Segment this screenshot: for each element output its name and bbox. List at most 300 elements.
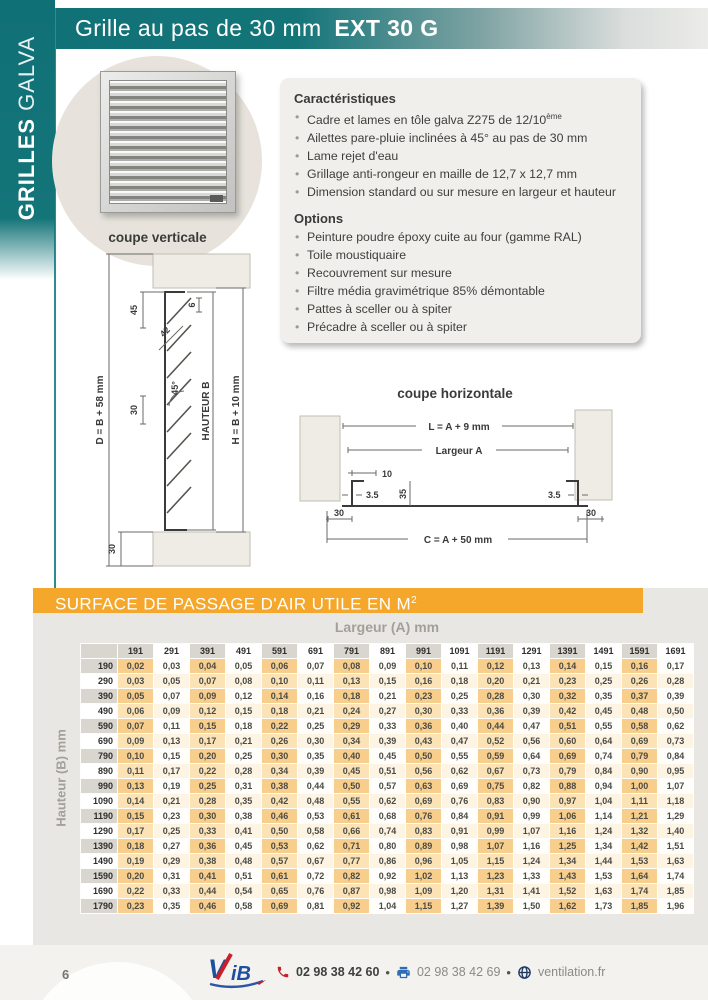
value-cell: 0,35 [586, 689, 621, 703]
value-cell: 0,11 [154, 719, 189, 733]
value-cell: 1,85 [658, 884, 693, 898]
footer [0, 945, 708, 1000]
value-cell: 0,44 [298, 779, 333, 793]
row-header: 1790 [81, 899, 117, 913]
value-cell: 0,21 [298, 704, 333, 718]
col-header: 591 [262, 644, 297, 658]
value-cell: 1,18 [658, 794, 693, 808]
col-header: 291 [154, 644, 189, 658]
value-cell: 0,47 [442, 734, 477, 748]
value-cell: 0,12 [190, 704, 225, 718]
value-cell: 0,50 [406, 749, 441, 763]
value-cell: 0,82 [514, 779, 549, 793]
value-cell: 1,06 [550, 809, 585, 823]
spec-item: • Cadre et lames en tôle galva Z275 de 12/10ème [294, 108, 627, 129]
value-cell: 1,74 [658, 869, 693, 883]
value-cell: 0,27 [154, 839, 189, 853]
value-cell: 0,25 [442, 689, 477, 703]
value-cell: 0,38 [190, 854, 225, 868]
value-cell: 1,73 [586, 899, 621, 913]
value-cell: 1,14 [586, 809, 621, 823]
value-cell: 1,34 [586, 839, 621, 853]
value-cell: 0,05 [226, 659, 261, 673]
value-cell: 0,41 [190, 869, 225, 883]
value-cell: 0,23 [406, 689, 441, 703]
value-cell: 0,15 [586, 659, 621, 673]
specs-box [280, 78, 641, 343]
value-cell: 0,66 [334, 824, 369, 838]
value-cell: 0,16 [406, 674, 441, 688]
row-header: 1390 [81, 839, 117, 853]
wall-block-top [153, 254, 250, 288]
value-cell: 0,62 [370, 794, 405, 808]
value-cell: 0,53 [262, 839, 297, 853]
wall-block-bottom [153, 532, 250, 566]
value-cell: 1,43 [550, 869, 585, 883]
value-cell: 0,03 [118, 674, 153, 688]
value-cell: 0,10 [118, 749, 153, 763]
options-title: Options [294, 211, 344, 227]
value-cell: 0,07 [298, 659, 333, 673]
value-cell: 0,22 [118, 884, 153, 898]
value-cell: 0,20 [118, 869, 153, 883]
value-cell: 0,30 [298, 734, 333, 748]
value-cell: 0,15 [190, 719, 225, 733]
value-cell: 0,12 [226, 689, 261, 703]
footer-circle [25, 962, 210, 1000]
dim-label-30-bottom: 30 [107, 543, 117, 555]
value-cell: 1,50 [514, 899, 549, 913]
value-cell: 0,45 [226, 839, 261, 853]
value-cell: 1,27 [442, 899, 477, 913]
value-cell: 1,15 [406, 899, 441, 913]
value-cell: 0,28 [478, 689, 513, 703]
dim-label-35: 35 [398, 488, 408, 500]
fax-icon [396, 965, 411, 980]
value-cell: 0,34 [262, 764, 297, 778]
value-cell: 0,76 [442, 794, 477, 808]
value-cell: 0,61 [262, 869, 297, 883]
characteristics-title: Caractéristiques [294, 91, 396, 106]
value-cell: 0,23 [118, 899, 153, 913]
dim-label-30-left: 30 [333, 508, 345, 518]
value-cell: 0,59 [478, 749, 513, 763]
col-header: 491 [226, 644, 261, 658]
value-cell: 1,39 [478, 899, 513, 913]
value-cell: 0,41 [226, 824, 261, 838]
dimension-lines [326, 423, 604, 543]
separator-dot: • [506, 964, 511, 980]
value-cell: 0,54 [226, 884, 261, 898]
value-cell: 0,57 [370, 779, 405, 793]
row-header: 1490 [81, 854, 117, 868]
logo-v: V [208, 954, 227, 984]
value-cell: 1,07 [658, 779, 693, 793]
value-cell: 0,28 [226, 764, 261, 778]
value-cell: 0,51 [370, 764, 405, 778]
col-header: 791 [334, 644, 369, 658]
value-cell: 0,18 [334, 689, 369, 703]
value-cell: 0,92 [370, 869, 405, 883]
option-item: • Peinture poudre époxy cuite au four (gamme RAL) [294, 228, 627, 246]
value-cell: 0,11 [298, 674, 333, 688]
value-cell: 0,88 [550, 779, 585, 793]
value-cell: 0,21 [226, 734, 261, 748]
horizontal-section-title: coupe horizontale [397, 386, 513, 401]
value-cell: 0,05 [154, 674, 189, 688]
table-row [81, 899, 693, 913]
value-cell: 0,10 [262, 674, 297, 688]
value-cell: 0,24 [334, 704, 369, 718]
value-cell: 0,55 [442, 749, 477, 763]
col-header: 1491 [586, 644, 621, 658]
value-cell: 0,39 [298, 764, 333, 778]
value-cell: 0,30 [262, 749, 297, 763]
col-header: 691 [298, 644, 333, 658]
table-row [81, 839, 693, 853]
row-header: 1590 [81, 869, 117, 883]
option-item: • Recouvrement sur mesure [294, 264, 627, 282]
column-axis-label: Largeur (A) mm [334, 619, 440, 635]
dim-label-L: L = A + 9 mm [428, 422, 490, 433]
value-cell: 0,52 [478, 734, 513, 748]
value-cell: 0,31 [226, 779, 261, 793]
value-cell: 0,53 [298, 809, 333, 823]
row-header: 1690 [81, 884, 117, 898]
value-cell: 0,40 [442, 719, 477, 733]
value-cell: 0,56 [514, 734, 549, 748]
logo-ib: iB [231, 963, 251, 985]
airflow-table [80, 643, 694, 914]
col-header: 1691 [658, 644, 693, 658]
value-cell: 0,26 [262, 734, 297, 748]
value-cell: 0,38 [226, 809, 261, 823]
value-cell: 0,18 [226, 719, 261, 733]
vertical-section-title: coupe verticale [108, 230, 207, 245]
value-cell: 0,95 [658, 764, 693, 778]
value-cell: 0,08 [226, 674, 261, 688]
value-cell: 0,33 [370, 719, 405, 733]
spec-item: • Lame rejet d'eau [294, 147, 627, 165]
value-cell: 0,44 [190, 884, 225, 898]
value-cell: 0,37 [622, 689, 657, 703]
dimension-lines [106, 254, 246, 566]
value-cell: 1,33 [514, 869, 549, 883]
row-header: 190 [81, 659, 117, 673]
value-cell: 0,07 [190, 674, 225, 688]
value-cell: 0,14 [118, 794, 153, 808]
value-cell: 0,05 [118, 689, 153, 703]
value-cell: 0,32 [550, 689, 585, 703]
value-cell: 0,18 [442, 674, 477, 688]
value-cell: 0,31 [154, 869, 189, 883]
photo-label-chip [210, 195, 223, 202]
value-cell: 0,83 [406, 824, 441, 838]
row-header: 290 [81, 674, 117, 688]
value-cell: 0,02 [118, 659, 153, 673]
value-cell: 0,11 [442, 659, 477, 673]
value-cell: 1,40 [658, 824, 693, 838]
phone-icon [276, 965, 290, 979]
value-cell: 0,45 [586, 704, 621, 718]
value-cell: 0,91 [478, 809, 513, 823]
value-cell: 1,41 [514, 884, 549, 898]
value-cell: 0,64 [586, 734, 621, 748]
col-header: 191 [118, 644, 153, 658]
sidebar [0, 0, 55, 280]
value-cell: 0,19 [118, 854, 153, 868]
value-cell: 0,63 [406, 779, 441, 793]
value-cell: 0,07 [154, 689, 189, 703]
value-cell: 0,46 [190, 899, 225, 913]
value-cell: 1,42 [622, 839, 657, 853]
value-cell: 1,09 [406, 884, 441, 898]
value-cell: 0,35 [226, 794, 261, 808]
table-row [81, 854, 693, 868]
table-row [81, 779, 693, 793]
table-row [81, 659, 693, 673]
value-cell: 0,15 [154, 749, 189, 763]
value-cell: 0,22 [262, 719, 297, 733]
value-cell: 0,50 [658, 704, 693, 718]
value-cell: 1,16 [550, 824, 585, 838]
value-cell: 0,13 [118, 779, 153, 793]
value-cell: 0,72 [298, 869, 333, 883]
value-cell: 0,30 [406, 704, 441, 718]
value-cell: 1,62 [550, 899, 585, 913]
horizontal-section-diagram [290, 403, 708, 563]
value-cell: 0,17 [190, 734, 225, 748]
dim-label-hauteur-b: HAUTEUR B [201, 381, 212, 441]
value-cell: 0,40 [334, 749, 369, 763]
value-cell: 0,14 [550, 659, 585, 673]
value-cell: 0,84 [442, 809, 477, 823]
value-cell: 0,84 [658, 749, 693, 763]
value-cell: 0,39 [658, 689, 693, 703]
col-header: 1091 [442, 644, 477, 658]
value-cell: 0,09 [154, 704, 189, 718]
value-cell: 1,53 [586, 869, 621, 883]
value-cell: 1,11 [622, 794, 657, 808]
value-cell: 0,43 [406, 734, 441, 748]
value-cell: 1,13 [442, 869, 477, 883]
table-row [81, 824, 693, 838]
value-cell: 1,07 [478, 839, 513, 853]
website-link[interactable]: ventilation.fr [537, 965, 606, 979]
value-cell: 0,07 [118, 719, 153, 733]
product-photo [100, 71, 236, 213]
value-cell: 0,99 [514, 809, 549, 823]
footer-contact-bar [208, 953, 605, 991]
row-header: 690 [81, 734, 117, 748]
option-item: • Pattes à sceller ou à spiter [294, 300, 627, 318]
value-cell: 0,35 [298, 749, 333, 763]
value-cell: 0,84 [586, 764, 621, 778]
value-cell: 0,98 [370, 884, 405, 898]
table-row [81, 884, 693, 898]
value-cell: 0,90 [514, 794, 549, 808]
value-cell: 0,11 [118, 764, 153, 778]
dim-label-D: D = B + 58 mm [95, 375, 106, 445]
table-corner [81, 644, 117, 658]
value-cell: 0,23 [550, 674, 585, 688]
value-cell: 0,30 [514, 689, 549, 703]
table-row [81, 794, 693, 808]
value-cell: 1,04 [586, 794, 621, 808]
col-header: 891 [370, 644, 405, 658]
value-cell: 0,94 [586, 779, 621, 793]
header-band [0, 8, 708, 49]
value-cell: 0,91 [442, 824, 477, 838]
value-cell: 0,35 [154, 899, 189, 913]
row-header: 990 [81, 779, 117, 793]
col-header: 1391 [550, 644, 585, 658]
value-cell: 0,74 [586, 749, 621, 763]
value-cell: 1,02 [406, 869, 441, 883]
value-cell: 0,50 [262, 824, 297, 838]
value-cell: 0,86 [370, 854, 405, 868]
value-cell: 0,61 [334, 809, 369, 823]
value-cell: 0,03 [154, 659, 189, 673]
value-cell: 0,29 [334, 719, 369, 733]
value-cell: 0,82 [334, 869, 369, 883]
value-cell: 0,33 [442, 704, 477, 718]
value-cell: 0,79 [550, 764, 585, 778]
value-cell: 1,64 [622, 869, 657, 883]
value-cell: 0,69 [550, 749, 585, 763]
value-cell: 1,16 [514, 839, 549, 853]
value-cell: 0,25 [298, 719, 333, 733]
spec-item: • Grillage anti-rongeur en maille de 12,7 x 12,7 mm [294, 165, 627, 183]
value-cell: 0,75 [478, 779, 513, 793]
value-cell: 1,52 [550, 884, 585, 898]
value-cell: 0,36 [406, 719, 441, 733]
value-cell: 0,34 [334, 734, 369, 748]
col-header: 1191 [478, 644, 513, 658]
value-cell: 0,57 [262, 854, 297, 868]
value-cell: 1,07 [514, 824, 549, 838]
row-header: 490 [81, 704, 117, 718]
value-cell: 0,36 [478, 704, 513, 718]
frame-hook-left [352, 481, 364, 506]
value-cell: 0,73 [658, 734, 693, 748]
dim-label-largeur-a: Largeur A [435, 446, 483, 457]
row-header: 790 [81, 749, 117, 763]
value-cell: 0,13 [334, 674, 369, 688]
page-title-text: Grille au pas de 30 mm [75, 15, 322, 41]
value-cell: 1,51 [658, 839, 693, 853]
options-list [294, 228, 627, 336]
value-cell: 0,92 [334, 899, 369, 913]
table-panel [33, 588, 708, 945]
value-cell: 0,47 [514, 719, 549, 733]
section-banner: SURFACE DE PASSAGE D'AIR UTILE EN $M^2$ [33, 588, 643, 613]
value-cell: 1,34 [550, 854, 585, 868]
dim-label-45: 45 [129, 304, 139, 316]
vertical-section-diagram [85, 248, 270, 580]
option-item: • Toile moustiquaire [294, 246, 627, 264]
value-cell: 0,42 [262, 794, 297, 808]
value-cell: 0,50 [334, 779, 369, 793]
value-cell: 0,45 [370, 749, 405, 763]
value-cell: 1,04 [370, 899, 405, 913]
vib-logo [208, 953, 270, 991]
value-cell: 0,20 [478, 674, 513, 688]
value-cell: 0,69 [262, 899, 297, 913]
value-cell: 1,05 [442, 854, 477, 868]
value-cell: 0,62 [298, 839, 333, 853]
value-cell: 0,62 [658, 719, 693, 733]
value-cell: 0,97 [550, 794, 585, 808]
row-header: 590 [81, 719, 117, 733]
value-cell: 0,80 [370, 839, 405, 853]
value-cell: 0,28 [658, 674, 693, 688]
wall-block-right [575, 410, 612, 500]
value-cell: 0,99 [478, 824, 513, 838]
value-cell: 0,60 [550, 734, 585, 748]
page-title-model: EXT 30 G [334, 15, 439, 41]
grille-slats-image [109, 80, 227, 204]
value-cell: 0,25 [586, 674, 621, 688]
wall-block-left [300, 416, 340, 501]
value-cell: 1,25 [550, 839, 585, 853]
value-cell: 0,27 [370, 704, 405, 718]
value-cell: 0,74 [370, 824, 405, 838]
value-cell: 0,17 [154, 764, 189, 778]
value-cell: 1,31 [478, 884, 513, 898]
value-cell: 0,87 [334, 884, 369, 898]
row-header: 890 [81, 764, 117, 778]
dim-label-H: H = B + 10 mm [231, 375, 242, 445]
value-cell: 0,62 [442, 764, 477, 778]
dim-label-C: C = A + 50 mm [423, 535, 493, 546]
value-cell: 0,21 [154, 794, 189, 808]
dim-label-angle: 45° [170, 381, 180, 395]
value-cell: 0,33 [154, 884, 189, 898]
value-cell: 0,25 [226, 749, 261, 763]
value-cell: 0,55 [334, 794, 369, 808]
row-header: 1090 [81, 794, 117, 808]
dim-label-3-5-right: 3.5 [548, 490, 561, 500]
value-cell: 0,79 [622, 749, 657, 763]
page-number: 6 [62, 967, 70, 982]
value-cell: 0,77 [334, 854, 369, 868]
value-cell: 1,32 [622, 824, 657, 838]
value-cell: 0,33 [190, 824, 225, 838]
value-cell: 0,18 [118, 839, 153, 853]
value-cell: 0,25 [154, 824, 189, 838]
value-cell: 0,15 [118, 809, 153, 823]
value-cell: 0,13 [514, 659, 549, 673]
value-cell: 0,10 [406, 659, 441, 673]
value-cell: 0,51 [550, 719, 585, 733]
value-cell: 0,36 [190, 839, 225, 853]
value-cell: 0,44 [478, 719, 513, 733]
value-cell: 0,21 [514, 674, 549, 688]
table-row [81, 719, 693, 733]
value-cell: 0,09 [118, 734, 153, 748]
value-cell: 0,83 [478, 794, 513, 808]
value-cell: 0,23 [154, 809, 189, 823]
dim-label-3-5-left: 3.5 [366, 490, 379, 500]
value-cell: 0,29 [154, 854, 189, 868]
sidebar-category-label [14, 36, 40, 220]
value-cell: 0,67 [298, 854, 333, 868]
value-cell: 0,67 [478, 764, 513, 778]
value-cell: 0,68 [370, 809, 405, 823]
value-cell: 1,63 [586, 884, 621, 898]
col-header: 1591 [622, 644, 657, 658]
